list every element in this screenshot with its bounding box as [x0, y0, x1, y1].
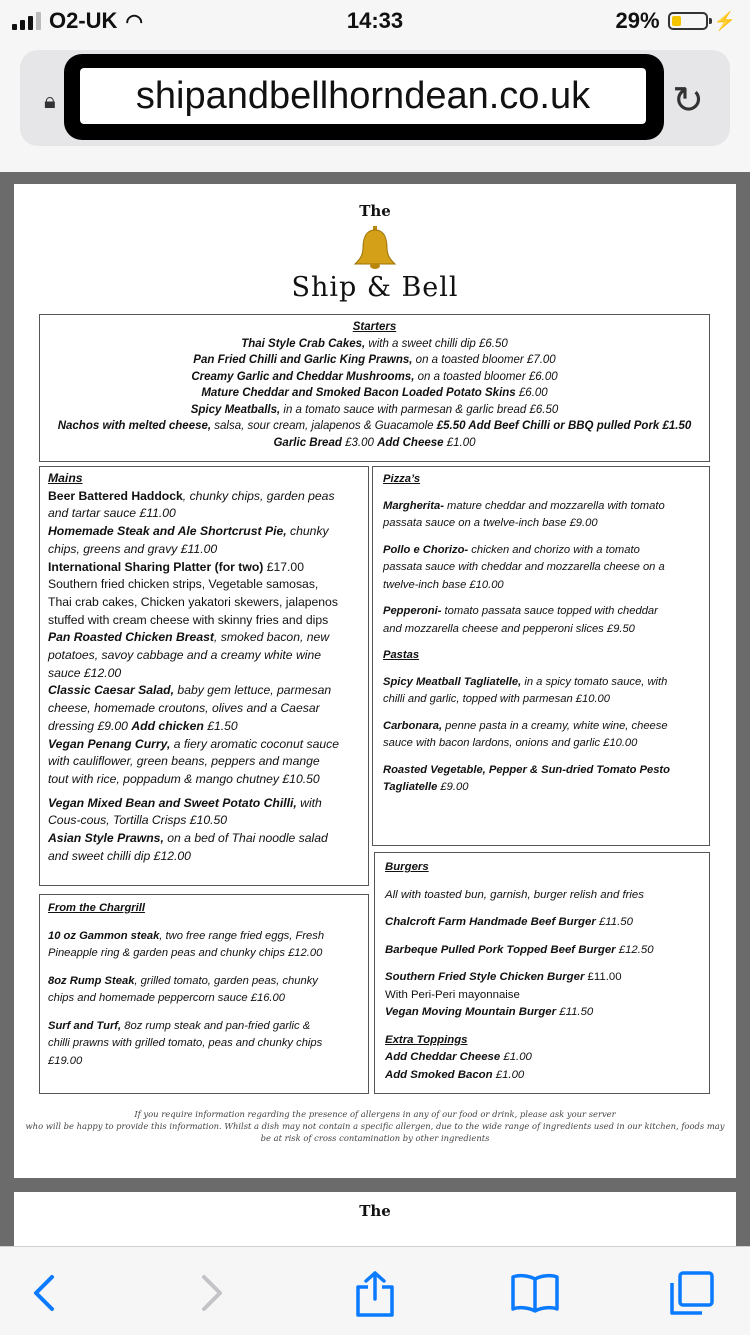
menu-text: Carbonara,	[383, 719, 443, 732]
status-bar	[0, 0, 750, 40]
bookmarks-icon	[510, 1269, 560, 1317]
spacer	[383, 665, 699, 674]
menu-line	[48, 647, 360, 665]
menu-text: Barbeque Pulled Pork Topped Beef Burger	[385, 943, 616, 956]
menu-line	[40, 435, 709, 452]
reload-icon[interactable]: ↻	[672, 80, 704, 122]
menu-line	[385, 887, 699, 905]
allergen-line: who will be happy to provide this information. Whilst a dish may not contain a specific allergen, due to the wide range of ingredients used in our kitchen, foods may	[25, 1121, 725, 1131]
menu-line	[48, 700, 360, 718]
menu-text: Margherita-	[383, 499, 444, 512]
menu-text: £12.50	[615, 943, 654, 956]
menu-text: potatoes, savoy cabbage and a creamy white wine	[48, 648, 322, 663]
menu-line	[48, 488, 360, 506]
menu-line	[48, 629, 360, 647]
menu-text: twelve-inch base £10.00	[383, 578, 504, 591]
menu-text: baby gem lettuce, parmesan	[174, 683, 332, 698]
allergen-line: If you require information regarding the presence of allergens in any of our food or drink, please ask your server	[134, 1109, 616, 1119]
menu-line	[48, 736, 360, 754]
pizzas-list	[383, 489, 699, 639]
menu-text: £1.00	[492, 1068, 525, 1081]
menu-text: on a toasted bloomer £7.00	[412, 354, 556, 366]
menu-text: Pan Fried Chilli and Garlic King Prawns,	[193, 354, 413, 366]
carrier-name: O2-UK	[49, 8, 118, 33]
starters-heading: Starters	[352, 321, 397, 333]
spacer	[385, 877, 699, 887]
menu-text: in a spicy tomato sauce, with	[521, 675, 668, 688]
menu-line	[48, 594, 360, 612]
menu-line	[383, 603, 699, 621]
menu-text: Add Smoked Bacon	[385, 1068, 493, 1081]
menu-line	[48, 1053, 360, 1071]
menu-text: Pollo e Chorizo-	[383, 543, 469, 556]
menu-line	[383, 718, 699, 736]
menu-line	[385, 969, 699, 987]
menu-line	[40, 352, 709, 369]
menu-line	[383, 674, 699, 692]
menu-text: Roasted Vegetable, Pepper & Sun-dried Tomato Pesto	[383, 763, 670, 776]
menu-text: Pineapple ring & garden peas and chunky chips £12.00	[48, 947, 323, 959]
menu-line	[48, 612, 360, 630]
menu-line	[383, 691, 699, 709]
menu-line	[385, 942, 699, 960]
menu-text: and tartar sauce £11.00	[48, 506, 176, 521]
menu-text: passata sauce on a twelve-inch base £9.00	[383, 517, 598, 529]
forward-button[interactable]	[186, 1269, 236, 1317]
menu-text: All with toasted bun, garnish, burger relish and fries	[385, 888, 644, 901]
menu-text: £1.00	[500, 1051, 532, 1063]
share-icon	[350, 1269, 400, 1317]
menu-text: Cous-cous, Tortilla Crisps £10.50	[48, 813, 228, 828]
back-icon	[20, 1269, 70, 1317]
menu-line	[48, 718, 360, 736]
tabs-icon	[666, 1269, 716, 1317]
menu-text: on a toasted bloomer £6.00	[414, 370, 558, 383]
menu-line	[383, 762, 699, 780]
menu-page	[14, 184, 736, 1178]
menu-line	[48, 795, 360, 813]
menu-text: with a sweet chilli dip £6.50	[365, 337, 508, 350]
share-button[interactable]	[350, 1269, 400, 1317]
menu-text: £6.00	[515, 387, 548, 399]
burgers-heading: Burgers	[385, 861, 429, 873]
menu-text: with	[296, 795, 322, 810]
menu-text: sauce with bacon lardons, onions and garlic £10.00	[383, 737, 638, 749]
menu-line	[40, 385, 709, 402]
menu-text: chips, greens and gravy £11.00	[48, 541, 218, 556]
menu-line	[383, 542, 699, 560]
url-highlight[interactable]	[64, 54, 664, 140]
menu-text: Chalcroft Farm Handmade Beef Burger	[385, 916, 596, 928]
spacer	[383, 709, 699, 718]
bookmarks-button[interactable]	[510, 1269, 560, 1317]
browser-toolbar	[0, 1246, 750, 1335]
menu-line	[48, 848, 360, 866]
pastas-heading: Pastas	[383, 649, 420, 661]
menu-line	[48, 945, 360, 963]
menu-text: International Sharing Platter (for two)	[48, 559, 264, 574]
extra-toppings-heading: Extra Toppings	[385, 1033, 468, 1046]
menu-text: chilli prawns with grilled tomato, peas and chunky chips	[48, 1037, 323, 1049]
menu-line	[383, 498, 699, 516]
url-text[interactable]: shipandbellhorndean.co.uk	[80, 68, 646, 124]
menu-line	[40, 418, 709, 435]
menu-text: and sweet chilli dip £12.00	[48, 848, 191, 863]
menu-text: tout with rice, poppadum & mango chutney £10.50	[48, 771, 320, 786]
spacer	[383, 594, 699, 603]
wifi-icon: ◠	[125, 10, 143, 33]
menu-text: stuffed with cream cheese with skinny fries and dips	[48, 612, 329, 627]
menu-line	[385, 987, 699, 1005]
menu-line	[48, 682, 360, 700]
spacer	[48, 963, 360, 973]
spacer	[385, 932, 699, 942]
mains-section	[39, 466, 369, 886]
bell-logo-icon	[351, 224, 399, 272]
menu-line	[40, 369, 709, 386]
menu-text: 10 oz Gammon steak	[48, 929, 160, 942]
brand-the: The	[359, 202, 391, 220]
menu-text: Spicy Meatball Tagliatelle,	[383, 675, 522, 688]
menu-text: Homemade Steak and Ale Shortcrust Pie,	[48, 524, 287, 539]
menu-text: 8oz rump steak and pan-fried garlic &	[121, 1019, 311, 1032]
extra-toppings-list	[385, 1049, 699, 1084]
menu-line	[385, 1067, 699, 1085]
menu-text: , grilled tomato, garden peas, chunky	[134, 974, 318, 987]
menu-text: Spicy Meatballs,	[190, 403, 281, 416]
menu-text: £5.50 Add Beef Chilli or BBQ pulled Pork £1.50	[436, 420, 692, 432]
menu-text: on a bed of Thai noodle salad	[163, 831, 328, 846]
menu-line	[385, 1004, 699, 1022]
menu-text: Southern fried chicken strips, Vegetable samosas,	[48, 577, 319, 592]
menu-line	[48, 830, 360, 848]
battery-percent: 29%	[615, 8, 660, 33]
menu-text: Southern Fried Style Chicken Burger	[385, 971, 585, 983]
menu-text: Add Cheese	[377, 436, 444, 449]
menu-line	[48, 1018, 360, 1036]
menu-text: £1.00	[443, 436, 476, 449]
menu-text: Surf and Turf,	[48, 1019, 122, 1032]
lock-icon: 🔒︎	[44, 88, 56, 113]
forward-icon	[186, 1269, 236, 1317]
burgers-list	[385, 877, 699, 1022]
menu-text: Pepperoni-	[383, 605, 442, 617]
starters-section	[39, 314, 710, 462]
menu-line	[383, 779, 699, 797]
menu-line	[48, 928, 360, 946]
spacer	[385, 959, 699, 969]
status-time: 14:33	[346, 8, 404, 33]
menu-text: Thai Style Crab Cakes,	[241, 337, 366, 350]
brand-name: Ship & Bell	[291, 272, 459, 303]
battery-status	[616, 8, 736, 34]
menu-line	[48, 576, 360, 594]
spacer	[383, 753, 699, 762]
menu-text: penne pasta in a creamy, white wine, cheese	[442, 719, 668, 732]
menu-text: with cauliflower, green beans, peppers and mange	[48, 754, 320, 769]
menu-text: £9.00	[437, 781, 469, 793]
back-button[interactable]	[20, 1269, 70, 1317]
starters-list	[40, 336, 709, 452]
spacer	[48, 1008, 360, 1018]
menu-line	[48, 973, 360, 991]
menu-text: £11.50	[556, 1006, 594, 1018]
menu-text: £3.00	[341, 436, 378, 449]
menu-text: Vegan Mixed Bean and Sweet Potato Chilli,	[48, 795, 297, 810]
next-page-the: The	[359, 1202, 391, 1220]
menu-text: Nachos with melted cheese,	[57, 420, 212, 432]
menu-text: With Peri-Peri mayonnaise	[385, 988, 520, 1001]
menu-text: Asian Style Prawns,	[48, 831, 164, 846]
menu-line	[40, 402, 709, 419]
menu-text: chilli and garlic, topped with parmesan £10.00	[383, 693, 610, 705]
pastas-list	[383, 665, 699, 797]
menu-line	[48, 665, 360, 683]
menu-line	[48, 771, 360, 789]
menu-text: sauce £12.00	[48, 665, 122, 680]
menu-text: £11.50	[595, 916, 633, 928]
spacer	[385, 904, 699, 914]
menu-text: chunky	[286, 524, 329, 539]
menu-line	[48, 505, 360, 523]
menu-text: chicken and chorizo with a tomato	[468, 543, 640, 556]
menu-line	[48, 1035, 360, 1053]
menu-line	[48, 753, 360, 771]
menu-text: £19.00	[48, 1054, 83, 1067]
chargrill-section	[39, 894, 369, 1094]
menu-text: Pan Roasted Chicken Breast	[48, 630, 214, 645]
menu-text: 8oz Rump Steak	[48, 974, 135, 987]
menu-line	[48, 990, 360, 1008]
spacer	[383, 489, 699, 498]
menu-text: Tagliatelle	[383, 781, 438, 793]
chargrill-heading: From the Chargrill	[48, 902, 145, 914]
menu-line	[48, 812, 360, 830]
menu-text: passata sauce with cheddar and mozzarella cheese on a	[383, 561, 665, 573]
web-content[interactable]	[0, 172, 750, 1246]
menu-text: , smoked bacon, new	[213, 630, 330, 645]
menu-text: in a tomato sauce with parmesan & garlic bread £6.50	[280, 403, 559, 416]
menu-text: Add chicken	[131, 718, 204, 733]
menu-text: mature cheddar and mozzarella with tomato	[443, 499, 665, 512]
menu-text: Vegan Moving Mountain Burger	[385, 1006, 557, 1018]
spacer	[48, 918, 360, 928]
menu-line	[48, 523, 360, 541]
pizza-pasta-section	[372, 466, 710, 846]
menu-text: Classic Caesar Salad,	[48, 683, 175, 698]
menu-line	[383, 577, 699, 595]
battery-icon	[668, 12, 708, 30]
mains-list	[48, 488, 360, 866]
menu-text: £1.50	[203, 718, 238, 733]
spacer	[383, 533, 699, 542]
allergen-notice	[14, 1108, 736, 1144]
menu-text: Garlic Bread	[273, 436, 342, 449]
menu-text: Mature Cheddar and Smoked Bacon Loaded Potato Skins	[201, 387, 516, 399]
menu-line	[385, 914, 699, 932]
menu-line	[40, 336, 709, 353]
menu-text: Thai crab cakes, Chicken yakatori skewers, jalapenos	[48, 594, 338, 609]
menu-text: cheese, homemade croutons, olives and a Caesar	[48, 701, 320, 716]
menu-line	[385, 1049, 699, 1067]
allergen-line: be at risk of cross contamination by other ingredients	[260, 1133, 490, 1143]
pizzas-heading: Pizza’s	[383, 473, 421, 485]
menu-line	[48, 559, 360, 577]
charging-icon: ⚡	[713, 10, 736, 31]
menu-text: Add Cheddar Cheese	[385, 1051, 501, 1063]
chargrill-list	[48, 918, 360, 1071]
menu-text: dressing £9.00	[48, 718, 132, 733]
menu-text: salsa, sour cream, jalapenos & Guacamole	[211, 420, 437, 432]
menu-line	[48, 541, 360, 559]
mains-heading: Mains	[48, 471, 83, 485]
next-menu-page	[14, 1192, 736, 1246]
menu-text: and mozzarella cheese and pepperoni slices £9.50	[383, 622, 635, 635]
menu-text: £11.00	[584, 971, 622, 983]
menu-line	[383, 515, 699, 533]
tabs-button[interactable]	[666, 1269, 716, 1317]
menu-line	[383, 735, 699, 753]
menu-text: £17.00	[263, 559, 304, 574]
menu-text: a fiery aromatic coconut sauce	[170, 736, 340, 751]
menu-text: tomato passata sauce topped with cheddar	[441, 605, 658, 617]
burgers-section	[374, 852, 710, 1094]
menu-line	[383, 621, 699, 639]
menu-text: , two free range fried eggs, Fresh	[159, 929, 325, 942]
menu-text: Vegan Penang Curry,	[48, 736, 171, 751]
address-bar[interactable]	[20, 50, 730, 146]
menu-text: Creamy Garlic and Cheddar Mushrooms,	[191, 370, 415, 383]
menu-text: , chunky chips, garden peas	[182, 488, 335, 503]
menu-line	[383, 559, 699, 577]
menu-text: Beer Battered Haddock	[48, 488, 183, 503]
menu-text: chips and homemade peppercorn sauce £16.00	[48, 992, 285, 1004]
